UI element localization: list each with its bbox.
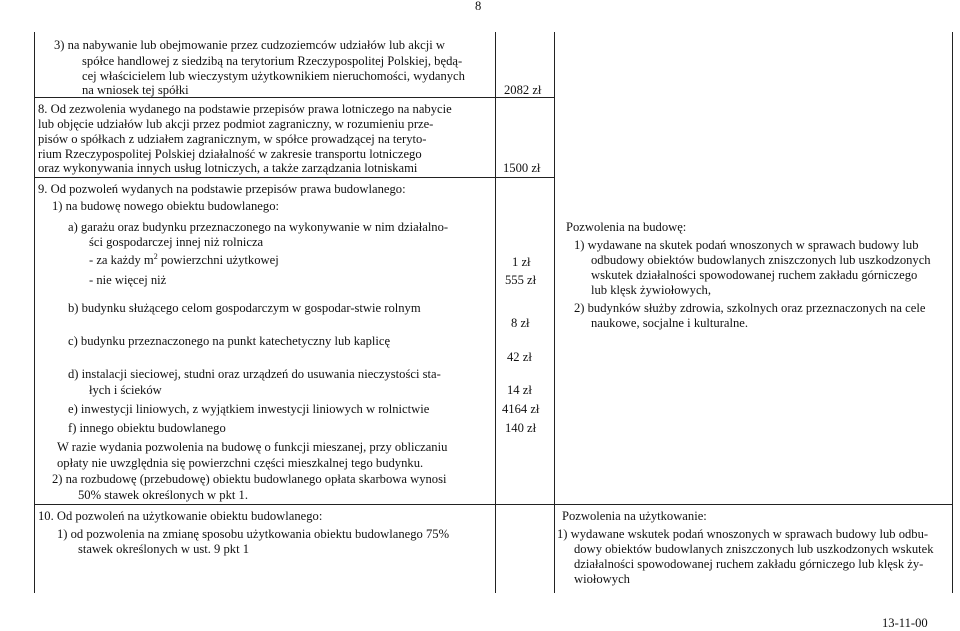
item-8-text: 8. Od zezwolenia wydanego na podstawie przepisów prawa lotniczego na nabycie	[38, 102, 452, 116]
item-8-text: rium Rzeczypospolitej Polskiej działalność w zakresie transportu lotniczego	[38, 147, 422, 161]
item-9-per-m2-fee: 1 zł	[512, 255, 531, 269]
item-9-f-fee: 140 zł	[505, 421, 537, 435]
item-8-text: pisów o spółkach z udziałem zagranicznym, w spółce prowadzącej na teryto-	[38, 132, 427, 146]
item-9-max-fee: 555 zł	[505, 273, 537, 287]
item-9-max-label: - nie więcej niż	[89, 273, 167, 287]
item-8-text: oraz wykonywania innych usług lotniczych, a także zarządzania lotniskami	[38, 161, 418, 175]
item-10-exemption-text: wiołowych	[574, 572, 630, 586]
item-8-fee: 1500 zł	[503, 161, 541, 175]
item-9-b-fee: 8 zł	[511, 316, 530, 330]
item-9-mixed-note: W razie wydania pozwolenia na budowę o funkcji mieszanej, przy obliczaniu	[57, 440, 448, 454]
item-9-mixed-note: opłaty nie uwzględnia się powierzchni części mieszkalnej tego budynku.	[57, 456, 424, 470]
item-10-text: stawek określonych w ust. 9 pkt 1	[78, 542, 250, 556]
item-9-exemption-text: odbudowy obiektów budowlanych zniszczonych lub uszkodzonych	[591, 253, 931, 267]
item-10-exemption-text: dowy obiektów budowlanych zniszczonych lub uszkodzonych wskutek	[574, 542, 934, 556]
table-border-right	[952, 32, 953, 593]
item-9-subheading: 1) na budowę nowego obiektu budowlanego:	[52, 199, 279, 213]
item-9-exemption-text: naukowe, socjalne i kulturalne.	[591, 316, 749, 330]
item-3-text: cej właścicielem lub wieczystym użytkownikiem nieruchomości, wydanych	[82, 69, 465, 83]
item-9-exemption-text: 2) budynków służby zdrowia, szkolnych oraz przeznaczonych na cele	[574, 301, 926, 315]
page-number: 8	[475, 0, 482, 13]
item-9-b-text: b) budynku służącego celom gospodarczym w gospodar-stwie rolnym	[68, 301, 421, 315]
item-9-a-text: ści gospodarczej innej niż rolnicza	[89, 235, 264, 249]
item-9-c-fee: 42 zł	[507, 350, 532, 364]
item-3-text: 3) na nabywanie lub obejmowanie przez cudzoziemców udziałów lub akcji w	[54, 38, 445, 52]
item-10-text: 1) od pozwolenia na zmianę sposobu użytkowania obiektu budowlanego 75%	[57, 527, 450, 541]
item-9-d-fee: 14 zł	[507, 383, 532, 397]
item-9-f-text: f) innego obiektu budowlanego	[68, 421, 226, 435]
item-3-text: spółce handlowej z siedzibą na terytorium Rzeczypospolitej Polskiej, będą-	[82, 54, 463, 68]
item-9-exemptions-title: Pozwolenia na budowę:	[566, 220, 687, 234]
item-10-exemption-text: działalności spowodowanej ruchem zakładu górniczego lub klęsk ży-	[574, 557, 924, 571]
item-9-sub2-text: 2) na rozbudowę (przebudowę) obiektu budowlanego opłata skarbowa wynosi	[52, 472, 447, 486]
item-9-d-text: łych i ścieków	[89, 383, 162, 397]
item-9-per-m2-label: - za każdy $m^2$ powierzchni użytkowej	[89, 251, 279, 267]
row-divider	[34, 504, 953, 505]
column-divider-exemptions	[554, 32, 555, 593]
row-divider	[34, 177, 555, 178]
item-10-exemption-text: 1) wydawane wskutek podań wnoszonych w sprawach budowy lub odbu-	[557, 527, 929, 541]
column-divider-fee	[495, 32, 496, 593]
item-9-exemption-text: wskutek działalności spowodowanej ruchem zakładu górniczego	[591, 268, 918, 282]
item-9-a-text: a) garażu oraz budynku przeznaczonego na wykonywanie w nim działalno-	[68, 220, 449, 234]
item-9-exemption-text: 1) wydawane na skutek podań wnoszonych w sprawach budowy lub	[574, 238, 919, 252]
item-8-text: lub objęcie udziałów lub akcji przez podmiot zagraniczny, w rozumieniu prze-	[38, 117, 434, 131]
item-9-d-text: d) instalacji sieciowej, studni oraz urządzeń do usuwania nieczystości sta-	[68, 367, 441, 381]
item-10-heading: 10. Od pozwoleń na użytkowanie obiektu budowlanego:	[38, 509, 323, 523]
table-border-left	[34, 32, 35, 593]
item-9-e-fee: 4164 zł	[502, 402, 540, 416]
item-9-e-text: e) inwestycji liniowych, z wyjątkiem inwestycji liniowych w rolnictwie	[68, 402, 430, 416]
item-10-exemptions-title: Pozwolenia na użytkowanie:	[562, 509, 707, 523]
footer-date: 13-11-00	[882, 616, 928, 630]
item-9-c-text: c) budynku przeznaczonego na punkt katechetyczny lub kaplicę	[68, 334, 391, 348]
item-3-fee: 2082 zł	[504, 83, 542, 97]
item-9-exemption-text: lub klęsk żywiołowych,	[591, 283, 711, 297]
item-9-heading: 9. Od pozwoleń wydanych na podstawie przepisów prawa budowlanego:	[38, 182, 406, 196]
item-3-text: na wniosek tej spółki	[82, 83, 189, 97]
item-9-sub2-text: 50% stawek określonych w pkt 1.	[78, 488, 248, 502]
